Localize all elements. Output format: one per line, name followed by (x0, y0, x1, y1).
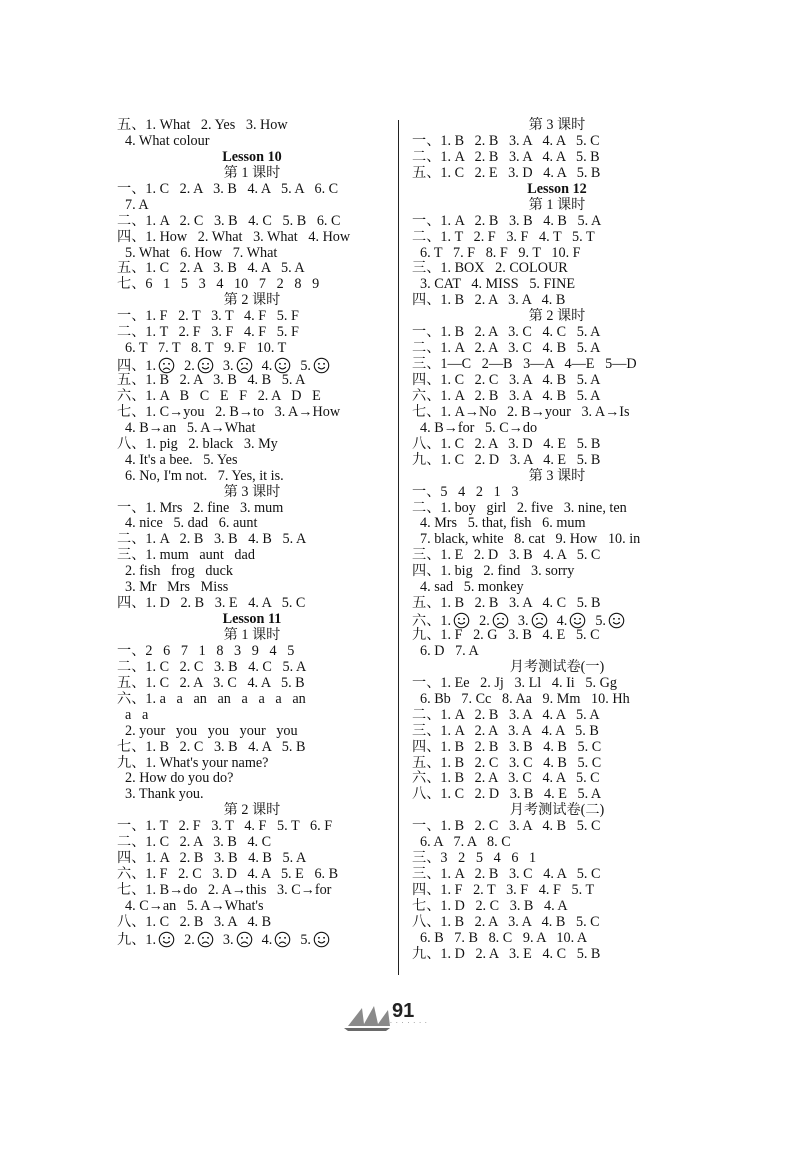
answer-line: 3. Mr Mrs Miss (125, 579, 229, 596)
answer-line: 五、1. B 2. A 3. B 4. B 5. A (117, 372, 306, 388)
section-heading: 第 1 课时 (528, 196, 586, 213)
section-heading: 第 2 课时 (223, 292, 281, 309)
answer-label: 六、1. (412, 613, 452, 630)
answer-label: 2. (472, 613, 490, 630)
answer-label: 2. (177, 931, 195, 948)
answer-line: 2. fish frog duck (125, 563, 233, 580)
answer-line: 八、1. B 2. A 3. A 4. B 5. C (412, 913, 600, 930)
answer-line: 一、2 6 7 1 8 3 9 4 5 (117, 642, 295, 659)
answer-label: 九、1. (117, 931, 157, 948)
answer-line: 二、1. C 2. C 3. B 4. C 5. A (117, 658, 307, 675)
answer-label: 4. (254, 358, 273, 375)
answer-label: 5. (293, 358, 311, 375)
section-heading: 第 2 课时 (528, 308, 586, 325)
answer-label: 5. (588, 613, 606, 630)
answer-label: 3. (215, 358, 234, 375)
answer-line: 3. Thank you. (125, 786, 204, 803)
answer-line: 二、1. A 2. B 3. A 4. A 5. B (412, 148, 600, 165)
section-heading: 第 2 课时 (223, 802, 281, 819)
section-heading: 第 3 课时 (528, 467, 586, 484)
answer-line: 七、6 1 5 3 4 10 7 2 8 9 (117, 276, 320, 293)
answer-line: 三、1—C 2—B 3—A 4—E 5—D (412, 356, 637, 373)
answer-line: 7. A (125, 196, 149, 213)
answer-line: 一、1. B 2. C 3. A 4. B 5. C (412, 818, 601, 835)
answer-line: 七、1. C→you 2. B→to 3. A→How (117, 403, 341, 420)
frowning-face-icon (197, 931, 214, 948)
answer-line: 二、1. A 2. C 3. B 4. C 5. B 6. C (117, 212, 341, 229)
page-number: 91 (392, 1000, 415, 1022)
answer-line: 一、1. F 2. T 3. T 4. F 5. F (117, 308, 299, 325)
answer-line: 五、1. What 2. Yes 3. How (117, 117, 288, 133)
answer-label: 2. (177, 358, 195, 375)
answer-line: 六、1. A B C E F 2. A D E (117, 387, 321, 404)
answer-line: 一、1. A 2. B 3. B 4. B 5. A (412, 212, 602, 229)
answer-line: 6. T 7. T 8. T 9. F 10. T (125, 340, 287, 357)
answer-line: 七、1. B→do 2. A→this 3. C→for (117, 882, 332, 898)
answer-line-faces (117, 357, 387, 373)
answer-line: 2. How do you do? (125, 770, 234, 787)
answer-line: 八、1. pig 2. black 3. My (117, 435, 278, 452)
answer-line: 九、1. What's your name? (117, 754, 269, 771)
answer-line: 二、1. boy girl 2. five 3. nine, ten (412, 499, 627, 516)
answer-line: 6. A 7. A 8. C (420, 834, 511, 851)
answer-line: 五、1. C 2. E 3. D 4. A 5. B (412, 164, 601, 181)
answer-line: 4. What colour (125, 132, 210, 149)
answer-label: 四、1. (117, 358, 157, 375)
answer-line: 五、1. C 2. A 3. B 4. A 5. A (117, 260, 305, 277)
section-heading: 第 1 课时 (223, 627, 281, 643)
answer-line: 六、1. a a an an a a a an (117, 690, 306, 707)
answer-line: 4. Mrs 5. that, fish 6. mum (420, 515, 586, 532)
answer-line: 二、1. A 2. A 3. C 4. B 5. A (412, 340, 601, 357)
answer-line: 八、1. C 2. D 3. B 4. E 5. A (412, 786, 602, 803)
answer-line: 三、1. A 2. A 3. A 4. A 5. B (412, 722, 599, 739)
answer-label: 4. (549, 613, 568, 630)
answer-line: 七、1. B 2. C 3. B 4. A 5. B (117, 738, 306, 755)
answer-line: 一、1. Mrs 2. fine 3. mum (117, 499, 284, 516)
answer-line: 6. B 7. B 8. C 9. A 10. A (420, 929, 588, 946)
answer-line: 一、1. Ee 2. Jj 3. Ll 4. Ii 5. Gg (412, 674, 617, 691)
answer-line: 二、1. C 2. A 3. B 4. C (117, 834, 272, 851)
answer-line: 4. It's a bee. 5. Yes (125, 451, 238, 468)
answer-line: 二、1. T 2. F 3. F 4. F 5. F (117, 324, 299, 341)
answer-line: 三、1. BOX 2. COLOUR (412, 260, 568, 277)
answer-line: 五、1. B 2. C 3. C 4. B 5. C (412, 754, 602, 771)
section-heading: 第 1 课时 (223, 164, 281, 181)
lesson-heading: Lesson 12 (527, 180, 587, 197)
answer-line: 七、1. D 2. C 3. B 4. A (412, 897, 568, 914)
answer-line: 九、1. D 2. A 3. E 4. C 5. B (412, 945, 601, 962)
frowning-face-icon (274, 931, 291, 948)
answer-line: 一、1. T 2. F 3. T 4. F 5. T 6. F (117, 818, 333, 835)
answer-line: 6. Bb 7. Cc 8. Aa 9. Mm 10. Hh (420, 690, 630, 707)
answer-line: 4. sad 5. monkey (420, 579, 524, 596)
answer-line: 6. D 7. A (420, 642, 479, 659)
answer-line: 3. CAT 4. MISS 5. FINE (420, 276, 576, 293)
answer-line: 四、1. C 2. C 3. A 4. B 5. A (412, 372, 601, 388)
smiley-face-icon (313, 931, 330, 948)
answer-line: 四、1. big 2. find 3. sorry (412, 563, 575, 580)
section-heading: 第 3 课时 (528, 117, 586, 133)
answer-label: 4. (254, 931, 273, 948)
answer-line: 六、1. B 2. A 3. C 4. A 5. C (412, 770, 600, 787)
answer-line: 八、1. C 2. A 3. D 4. E 5. B (412, 435, 601, 452)
answer-line: 四、1. F 2. T 3. F 4. F 5. T (412, 882, 595, 898)
lesson-heading: Lesson 11 (222, 611, 282, 628)
answer-line: 二、1. A 2. B 3. B 4. B 5. A (117, 531, 307, 548)
smiley-face-icon (608, 612, 625, 629)
section-heading: 第 3 课时 (223, 483, 281, 500)
footer-dots: · · · · · · · (390, 1020, 428, 1027)
answer-line: 二、1. T 2. F 3. F 4. T 5. T (412, 228, 595, 245)
left-column (117, 118, 387, 947)
answer-line: 九、1. C 2. D 3. A 4. E 5. B (412, 451, 601, 468)
answer-line: 六、1. F 2. C 3. D 4. A 5. E 6. B (117, 866, 339, 883)
answer-line: 一、1. C 2. A 3. B 4. A 5. A 6. C (117, 180, 339, 197)
answer-line: 四、1. How 2. What 3. What 4. How (117, 228, 351, 245)
answer-line-faces (117, 931, 387, 947)
answer-label: 3. (510, 613, 529, 630)
answer-line: 4. B→an 5. A→What (125, 419, 256, 436)
answer-line: 八、1. C 2. B 3. A 4. B (117, 913, 272, 930)
answer-line: 6. No, I'm not. 7. Yes, it is. (125, 467, 284, 484)
answer-line: 2. your you you your you (125, 722, 298, 739)
answer-line: 四、1. D 2. B 3. E 4. A 5. C (117, 595, 306, 612)
frowning-face-icon (236, 931, 253, 948)
right-column (412, 118, 702, 963)
answer-line: 三、1. mum aunt dad (117, 547, 255, 564)
answer-line: 三、1. E 2. D 3. B 4. A 5. C (412, 547, 601, 564)
answer-line: 一、5 4 2 1 3 (412, 483, 519, 500)
answer-line: 四、1. A 2. B 3. B 4. B 5. A (117, 850, 307, 867)
answer-line: a a (125, 706, 149, 723)
answer-line: 五、1. B 2. B 3. A 4. C 5. B (412, 595, 601, 612)
answer-line: 六、1. A 2. B 3. A 4. B 5. A (412, 387, 601, 404)
answer-line: 九、1. F 2. G 3. B 4. E 5. C (412, 627, 600, 643)
answer-line: 七、1. A→No 2. B→your 3. A→Is (412, 403, 630, 420)
answer-line: 一、1. B 2. A 3. C 4. C 5. A (412, 324, 601, 341)
answer-line-faces (412, 612, 702, 628)
answer-line: 三、1. A 2. B 3. C 4. A 5. C (412, 866, 601, 883)
answer-line: 7. black, white 8. cat 9. How 10. in (420, 531, 641, 548)
answer-line: 一、1. B 2. B 3. A 4. A 5. C (412, 132, 600, 149)
answer-label: 5. (293, 931, 311, 948)
section-heading: 月考测试卷(一) (509, 658, 605, 675)
smiley-face-icon (313, 357, 330, 374)
column-divider (398, 120, 399, 975)
smiley-face-icon (158, 931, 175, 948)
answer-line: 二、1. A 2. B 3. A 4. A 5. A (412, 706, 600, 723)
lesson-heading: Lesson 10 (222, 148, 282, 165)
section-heading: 月考测试卷(二) (509, 802, 605, 819)
answer-label: 3. (215, 931, 234, 948)
answer-line: 四、1. B 2. A 3. A 4. B (412, 292, 566, 309)
answer-line: 五、1. C 2. A 3. C 4. A 5. B (117, 674, 305, 691)
answer-line: 四、1. B 2. B 3. B 4. B 5. C (412, 738, 602, 755)
answer-line: 4. nice 5. dad 6. aunt (125, 515, 258, 532)
answer-line: 5. What 6. How 7. What (125, 244, 278, 261)
answer-line: 4. C→an 5. A→What's (125, 897, 264, 914)
answer-line: 4. B→for 5. C→do (420, 419, 538, 436)
answer-line: 三、3 2 5 4 6 1 (412, 850, 537, 867)
answer-line: 6. T 7. F 8. F 9. T 10. F (420, 244, 581, 261)
